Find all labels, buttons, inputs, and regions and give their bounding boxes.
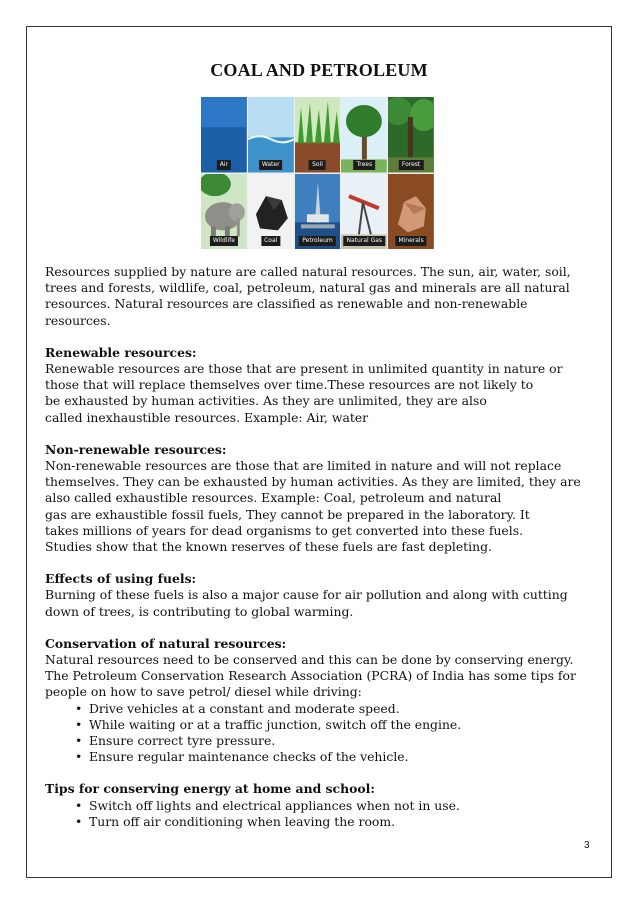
renewable-section	[45, 345, 590, 426]
tile-trees	[341, 97, 387, 173]
effects-line: down of trees, is contributing to global warming.	[45, 603, 354, 619]
effects-heading: Effects of using fuels:	[45, 571, 197, 587]
tile-water	[248, 97, 294, 173]
list-item: • Switch off lights and electrical appliances when not in use.	[45, 798, 590, 814]
tile-label: Air	[217, 160, 231, 170]
tile-label: Wildlife	[210, 236, 238, 246]
effects-line: Burning of these fuels is also a major cause for air pollution and along with cutting	[45, 587, 568, 603]
list-item: • Ensure correct tyre pressure.	[45, 733, 590, 749]
nonrenewable-line: takes millions of years for dead organisms to get converted into these fuels.	[45, 522, 524, 538]
nonrenewable-section	[45, 442, 590, 555]
natural-resources-image	[201, 97, 434, 249]
list-item: • Turn off air conditioning when leaving the room.	[45, 814, 590, 830]
nonrenewable-line: Non-renewable resources are those that are limited in nature and will not replace	[45, 458, 562, 474]
renewable-line: those that will replace themselves over time.These resources are not likely to	[45, 377, 534, 393]
tile-label: Coal	[261, 236, 280, 246]
nonrenewable-line: gas are exhaustible fossil fuels, They cannot be prepared in the laboratory. It	[45, 506, 530, 522]
document-body	[45, 264, 590, 830]
tile-air	[201, 97, 247, 173]
conservation-line: people on how to save petrol/ diesel while driving:	[45, 684, 362, 700]
page-number: 3	[584, 840, 590, 851]
renewable-line: be exhausted by human activities. As they are unlimited, they are also	[45, 393, 487, 409]
tile-label: Minerals	[395, 236, 426, 246]
nonrenewable-line: also called exhaustible resources. Example: Coal, petroleum and natural	[45, 490, 502, 506]
tile-coal	[248, 174, 294, 250]
intro-line: Resources supplied by nature are called natural resources. The sun, air, water, soil,	[45, 264, 571, 279]
tile-minerals	[388, 174, 434, 250]
conservation-line: The Petroleum Conservation Research Association (PCRA) of India has some tips for	[45, 668, 576, 684]
renewable-line: called inexhaustible resources. Example: Air, water	[45, 409, 369, 425]
list-item: • Ensure regular maintenance checks of the vehicle.	[45, 749, 590, 765]
tile-forest	[388, 97, 434, 173]
tile-label: Soil	[309, 160, 326, 170]
tile-soil	[295, 97, 341, 173]
conservation-heading: Conservation of natural resources:	[45, 635, 287, 651]
intro-line: resources. Natural resources are classified as renewable and non-renewable	[45, 296, 528, 312]
intro-line: resources.	[45, 312, 111, 328]
intro-line: trees and forests, wildlife, coal, petroleum, natural gas and minerals are all natural	[45, 280, 570, 296]
intro-paragraph	[45, 264, 590, 329]
tile-label: Petroleum	[299, 236, 335, 246]
renewable-line: Renewable resources are those that are present in unlimited quantity in nature or	[45, 361, 563, 377]
nonrenewable-heading: Non-renewable resources:	[45, 441, 227, 457]
tips-heading: Tips for conserving energy at home and school:	[45, 781, 375, 797]
conservation-section	[45, 636, 590, 766]
conservation-line: Natural resources need to be conserved and this can be done by conserving energy.	[45, 652, 574, 668]
tile-label: Forest	[399, 160, 423, 170]
page-title: COAL AND PETROLEUM	[210, 60, 428, 80]
energy-tips-list	[45, 798, 590, 830]
nonrenewable-line: Studies show that the known reserves of these fuels are fast depleting.	[45, 539, 492, 555]
tile-wildlife	[201, 174, 247, 250]
tile-petroleum	[295, 174, 341, 250]
effects-section	[45, 571, 590, 620]
tile-label: Natural Gas	[344, 236, 386, 246]
tile-label: Trees	[353, 160, 375, 170]
list-item: • While waiting or at a traffic junction, switch off the engine.	[45, 717, 590, 733]
tile-natural-gas	[341, 174, 387, 250]
tile-label: Water	[259, 160, 283, 170]
list-item: • Drive vehicles at a constant and moderate speed.	[45, 701, 590, 717]
nonrenewable-line: themselves. They can be exhausted by human activities. As they are limited, they are	[45, 474, 581, 490]
driving-tips-list	[45, 701, 590, 766]
tips-section	[45, 781, 590, 830]
renewable-heading: Renewable resources:	[45, 344, 197, 360]
